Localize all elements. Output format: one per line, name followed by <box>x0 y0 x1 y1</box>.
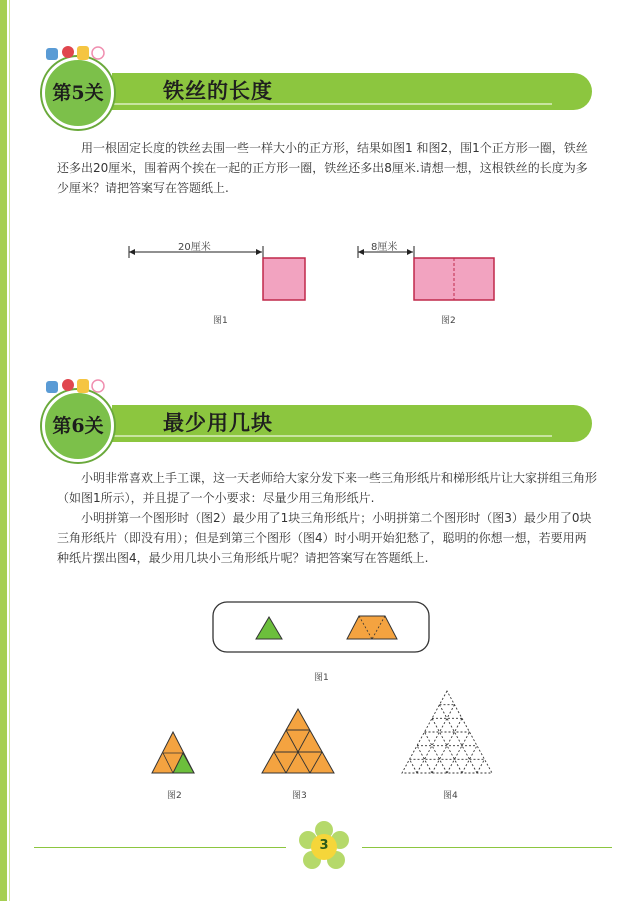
figure-1-caption: 图1 <box>213 316 228 326</box>
mascot-icon <box>42 42 112 64</box>
figure-1-wire-square <box>126 238 316 298</box>
level-badge <box>42 390 114 462</box>
figure-1-caption: 图1 <box>314 673 329 683</box>
page-number: 3 <box>319 838 329 853</box>
figure-2-triangle-assembly <box>151 731 201 781</box>
problem-text: 用一根固定长度的铁丝去围一些一样大小的正方形，结果如图1 和图2，围1个正方形一圈，铁丝还多出20厘米，围着两个挨在一起的正方形一圈，铁丝还多出8厘米.请想一想，这根铁丝的长度为多少厘米？请把答案写在答题纸上. <box>57 141 588 195</box>
mascot-icon <box>42 375 112 397</box>
figure-1-dimension-label: 20厘米 <box>178 242 211 253</box>
figure-3-caption: 图3 <box>292 791 307 801</box>
figure-3-triangle-assembly <box>261 708 341 778</box>
problem-text-intro: 小明非常喜欢上手工课，这一天老师给大家分发下来一些三角形纸片和梯形纸片让大家拼组三角形（如图1所示），并且提了一个小要求：尽量少用三角形纸片. <box>57 471 598 505</box>
figure-4-caption: 图4 <box>443 791 458 801</box>
left-page-border <box>0 0 7 901</box>
level-badge <box>42 57 114 129</box>
figure-2-caption: 图2 <box>167 791 182 801</box>
problem-text-question: 小明拼第一个图形时（图2）最少用了1块三角形纸片；小明拼第二个图形时（图3）最少用了0块三角形纸片（即没有用）；但是到第三个图形（图4）时小明开始犯愁了，聪明的你想一想，若要用两种纸片摆出图4，最少用几块小三角形纸片呢？请把答案写在答题纸上. <box>57 511 592 565</box>
section-title: 铁丝的长度 <box>163 79 273 103</box>
footer-divider-left <box>34 847 286 848</box>
level-badge-label: 第6关 <box>52 415 104 437</box>
footer-divider-right <box>362 847 612 848</box>
section-title: 最少用几块 <box>163 411 273 435</box>
level-badge-label: 第5关 <box>52 82 104 104</box>
figure-2-caption: 图2 <box>441 316 456 326</box>
figure-4-dashed-triangle-grid <box>400 690 500 774</box>
figure-1-tile-pieces <box>212 601 432 655</box>
figure-2-dimension-label: 8厘米 <box>371 242 398 253</box>
